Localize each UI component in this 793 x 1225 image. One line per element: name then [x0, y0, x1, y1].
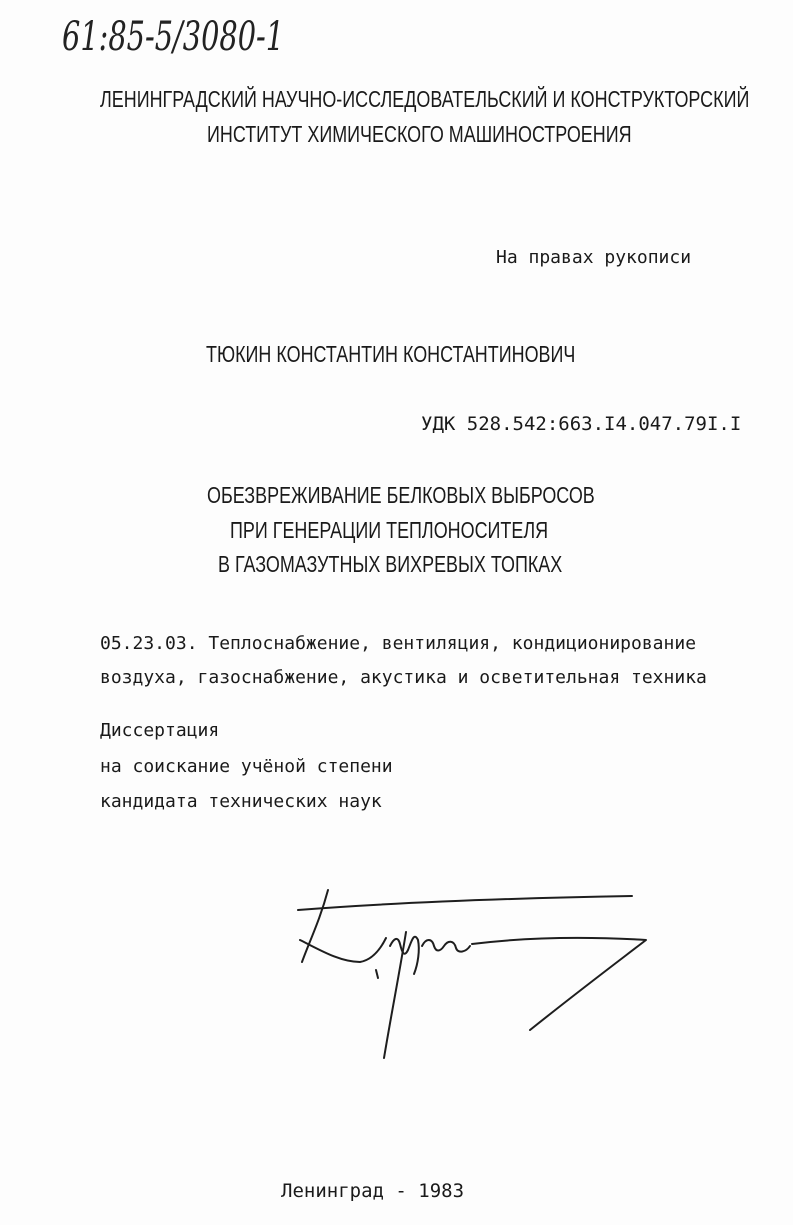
specialty-line-1: 05.23.03. Теплоснабжение, вентиляция, кондиционирование [100, 633, 697, 654]
signature-dot [376, 970, 378, 978]
manuscript-rights: На правах рукописи [496, 247, 692, 268]
institute-name-line-1: ЛЕНИНГРАДСКИЙ НАУЧНО-ИССЛЕДОВАТЕЛЬСКИЙ И КОНСТРУКТОРСКИЙ [100, 86, 750, 112]
author-signature [280, 880, 680, 1070]
signature-tail [472, 938, 646, 1030]
author-name: ТЮКИН КОНСТАНТИН КОНСТАНТИНОВИЧ [206, 341, 576, 367]
degree-line-1: на соискание учёной степени [100, 756, 393, 777]
city-year: Ленинград - 1983 [281, 1180, 465, 1202]
dissertation-label: Диссертация [100, 720, 220, 741]
specialty-line-2: воздуха, газоснабжение, акустика и осветительная техника [100, 667, 707, 688]
thesis-title-line-2: ПРИ ГЕНЕРАЦИИ ТЕПЛОНОСИТЕЛЯ [230, 517, 549, 543]
thesis-title-line-1: ОБЕЗВРЕЖИВАНИЕ БЕЛКОВЫХ ВЫБРОСОВ [207, 482, 595, 508]
archive-code: 61:85-5/3080-1 [62, 14, 285, 60]
signature-k-arm [300, 938, 386, 962]
institute-name-line-2: ИНСТИТУТ ХИМИЧЕСКОГО МАШИНОСТРОЕНИЯ [207, 121, 632, 147]
signature-overline [298, 896, 632, 910]
degree-line-2: кандидата технических наук [100, 791, 382, 812]
thesis-title-line-3: В ГАЗОМАЗУТНЫХ ВИХРЕВЫХ ТОПКАХ [218, 551, 563, 577]
udc-code: УДК 528.542:663.I4.047.79I.I [421, 413, 742, 435]
